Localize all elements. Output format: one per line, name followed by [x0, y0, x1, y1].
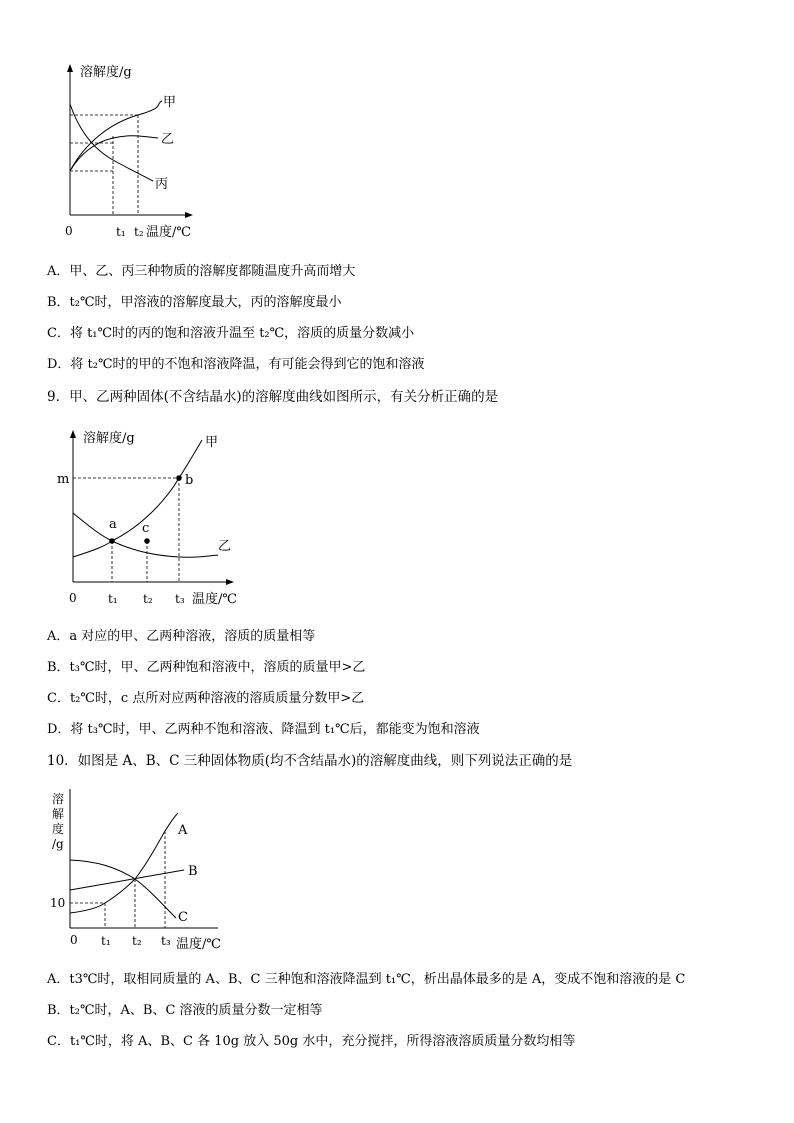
q9-option-d: D．将 t₃℃时，甲、乙两种不饱和溶液、降温到 t₁℃后，都能变为饱和溶液: [47, 722, 480, 737]
t3-label: t₃: [161, 934, 171, 948]
y-axis-label: 溶解度/g: [83, 431, 135, 446]
curve-yi: [70, 136, 158, 171]
q9-stem: 9．甲、乙两种固体(不含结晶水)的溶解度曲线如图所示，有关分析正确的是: [47, 389, 499, 405]
x-axis-arrow: [185, 212, 193, 218]
q9-option-b: B．t₃℃时，甲、乙两种饱和溶液中，溶质的质量甲>乙: [47, 660, 366, 675]
t2-label: t₂: [132, 934, 142, 948]
q10-option-a: A．t3℃时，取相同质量的 A、B、C 三种饱和溶液降温到 t₁℃，析出晶体最多的是 A，变成不饱和溶液的是 C: [47, 972, 686, 987]
curve-bing-label: 丙: [155, 177, 169, 192]
point-a-label: a: [109, 517, 117, 532]
y-axis-label-1: 溶: [52, 792, 65, 806]
point-b-label: b: [185, 473, 194, 488]
x-axis-label: 温度/℃: [176, 937, 221, 952]
q8-option-a: A．甲、乙、丙三种物质的溶解度都随温度升高而增大: [47, 264, 356, 279]
t2-label: t₂: [143, 592, 153, 606]
x-axis-label: 温度/℃: [146, 225, 191, 240]
q8-option-c: C．将 t₁℃时的丙的饱和溶液升温至 t₂℃，溶质的质量分数减小: [47, 326, 415, 341]
t1-label: t₁: [116, 225, 126, 239]
x-axis-label: 温度/℃: [192, 592, 237, 607]
curve-C-label: C: [178, 910, 188, 925]
y-axis-label-3: 度: [52, 822, 65, 836]
q8-solubility-figure: [50, 58, 210, 243]
point-a: [109, 538, 115, 544]
curve-A-label: A: [178, 823, 188, 838]
q9-option-c: C．t₂℃时，c 点所对应两种溶液的溶质质量分数甲>乙: [47, 691, 365, 706]
origin-label: 0: [69, 591, 77, 605]
curve-B-label: B: [188, 864, 198, 879]
curve-A: [70, 813, 178, 913]
y-axis-arrow: [67, 64, 73, 72]
curve-yi-label: 乙: [218, 539, 232, 554]
curve-jia: [73, 440, 202, 557]
curve-C: [70, 860, 176, 918]
y-axis-label-4: /g: [52, 837, 64, 851]
origin-label: 0: [70, 933, 78, 947]
y-axis-arrow: [70, 430, 76, 438]
curve-yi-label: 乙: [161, 132, 175, 147]
m-label: m: [57, 472, 70, 487]
origin-label: 0: [65, 224, 73, 238]
t3-label: t₃: [175, 592, 185, 606]
q8-option-b: B．t₂℃时，甲溶液的溶解度最大，丙的溶解度最小: [47, 295, 342, 310]
q9-solubility-figure: [50, 422, 250, 612]
x-axis-arrow: [226, 579, 234, 585]
curve-jia-label: 甲: [205, 435, 219, 450]
q10-stem: 10．如图是 A、B、C 三种固体物质(均不含结晶水)的溶解度曲线，则下列说法正确的是: [47, 753, 573, 769]
q8-option-d: D．将 t₂℃时的甲的不饱和溶液降温，有可能会得到它的饱和溶液: [47, 357, 425, 372]
point-c-label: c: [142, 521, 150, 536]
y-axis-label: 溶解度/g: [80, 65, 132, 80]
curve-jia-label: 甲: [163, 95, 177, 110]
point-b: [176, 475, 182, 481]
t1-label: t₁: [108, 592, 118, 606]
q10-option-c: C．t₁℃时，将 A、B、C 各 10g 放入 50g 水中，充分搅拌，所得溶液溶质质量分数均相等: [47, 1034, 576, 1049]
curve-bing: [70, 104, 153, 181]
curve-jia: [70, 101, 162, 171]
q10-option-b: B．t₂℃时，A、B、C 溶液的质量分数一定相等: [47, 1003, 323, 1018]
t1-label: t₁: [101, 934, 111, 948]
q10-solubility-figure: [46, 785, 236, 955]
q9-option-a: A．a 对应的甲、乙两种溶液，溶质的质量相等: [47, 629, 316, 644]
ten-label: 10: [50, 896, 66, 910]
y-axis-label-2: 解: [52, 807, 65, 821]
point-c: [144, 538, 150, 544]
t2-label: t₂: [134, 225, 144, 239]
